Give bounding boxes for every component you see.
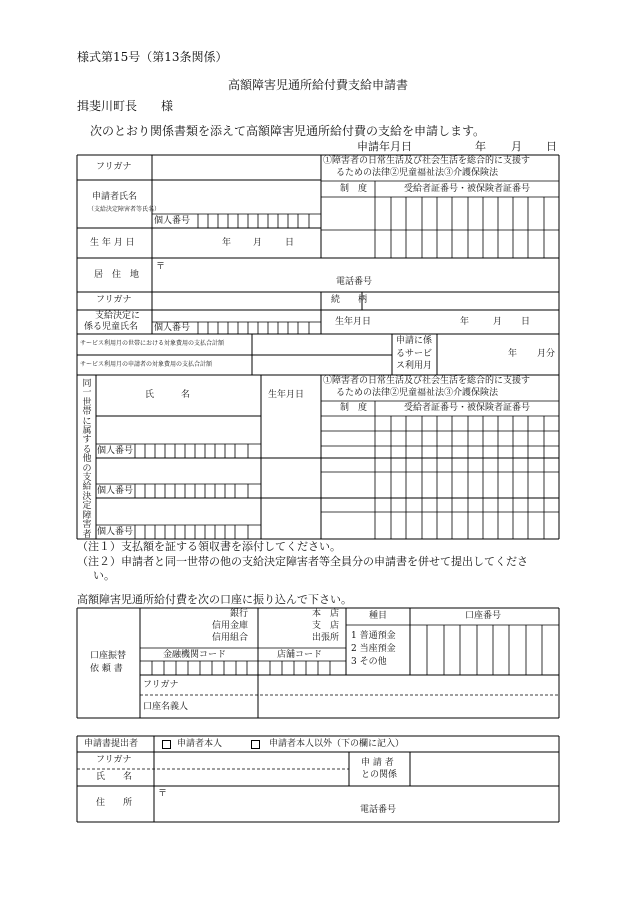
service-household-total-label: サービス利用月の世帯における対象費用の支払合計額 xyxy=(80,340,225,347)
address-postal-mark: 〒 xyxy=(156,262,166,272)
submitter-relation-2: との関係 xyxy=(361,770,398,780)
submitter-relation-1: 申 請 者 xyxy=(361,758,394,768)
account-type-2: 2 当座預金 xyxy=(351,644,396,654)
household-kojin-label-3: 個人番号 xyxy=(97,527,134,537)
submitter-furigana-label: フリガナ xyxy=(96,755,132,765)
address-label: 居 住 地 xyxy=(94,270,140,280)
applicant-birth-year: 年 xyxy=(222,238,232,248)
submitter-postal-mark: 〒 xyxy=(158,789,168,799)
child-relation-label: 続 柄 xyxy=(331,295,368,305)
account-type-1: 1 普通預金 xyxy=(351,631,396,641)
applicant-name-label: 申請者氏名 xyxy=(92,192,138,202)
account-type-header: 種目 xyxy=(369,611,388,621)
applicant-birth-month: 月 xyxy=(253,238,263,248)
applicant-kojin-label: 個人番号 xyxy=(154,216,191,226)
household-birth-header: 生年月日 xyxy=(268,390,305,400)
submitter-name-label: 氏 名 xyxy=(96,772,133,782)
submitter-other-checkbox[interactable] xyxy=(251,740,260,749)
bank-type-shinkin: 信用金庫 xyxy=(212,621,249,631)
kinyu-code-label: 金融機関コード xyxy=(163,650,227,660)
applicant-seido-header: 制 度 xyxy=(340,184,368,194)
bank-furigana-label: フリガナ xyxy=(143,680,179,690)
service-applicant-total-label: サービス利用月の申請者の対象費用の支払合計額 xyxy=(80,361,213,368)
note-1: （注１）支払額を証する領収書を添付してください。 xyxy=(77,540,341,553)
note-2a: （注２）申請者と同一世帯の他の支給決定障害者等全員分の申請書を併せて提出してくださ xyxy=(77,555,528,568)
household-kojin-label-1: 個人番号 xyxy=(97,446,134,456)
date-day: 日 xyxy=(546,140,557,153)
submitter-other-label: 申請者本人以外（下の欄に記入） xyxy=(269,739,405,749)
service-month-label-3: ス利用月 xyxy=(396,361,433,371)
branch-type-sub: 出張所 xyxy=(312,633,340,643)
child-kojin-label: 個人番号 xyxy=(154,323,191,333)
child-label-1: 支給決定に xyxy=(95,311,141,321)
date-month: 月 xyxy=(511,140,522,153)
household-law-text-1: ①障害者の日常生活及び社会生活を総合的に支援す xyxy=(323,376,531,386)
applicant-name-sub: （支給決定障害者等氏名） xyxy=(88,206,161,213)
child-birth-label: 生年月日 xyxy=(335,317,372,327)
bank-side-label-1: 口座振替 xyxy=(90,651,127,661)
child-label-2: 係る児童氏名 xyxy=(84,322,139,332)
intro-text: 次のとおり関係書類を添えて高額障害児通所給付費の支給を申請します。 xyxy=(90,124,486,138)
service-month-label-1: 申請に係 xyxy=(396,336,433,346)
bank-heading: 高額障害児通所給付費を次の口座に振り込んで下さい。 xyxy=(77,593,352,606)
applicant-jukyusha-header: 受給者証番号・被保険者証番号 xyxy=(404,184,531,194)
household-kojin-label-2: 個人番号 xyxy=(97,486,134,496)
service-year: 年 xyxy=(508,349,518,359)
child-furigana-label: フリガナ xyxy=(96,295,132,305)
household-law-text-2: るための法律②児童福祉法③介護保険法 xyxy=(336,388,499,398)
branch-type-branch: 支 店 xyxy=(312,621,340,631)
submitter-self-label: 申請者本人 xyxy=(177,739,223,749)
bank-type-bank: 銀行 xyxy=(230,609,249,619)
applicant-furigana-label: フリガナ xyxy=(96,162,132,172)
child-birth-year: 年 xyxy=(460,317,470,327)
submitter-address-label: 住 所 xyxy=(96,798,133,808)
household-jukyusha-header: 受給者証番号・被保険者証番号 xyxy=(404,403,531,413)
branch-type-main: 本 店 xyxy=(312,609,340,619)
service-month-label-2: るサービ xyxy=(396,349,433,359)
applicant-birth-label: 生 年 月 日 xyxy=(90,238,135,248)
household-vertical-label: 同 一 世 帯 に 属 す る 他 の 支 給 決 定 障 害 者 xyxy=(82,379,92,540)
account-holder-label: 口座名義人 xyxy=(143,702,189,712)
tenpo-code-label: 店舗コード xyxy=(277,650,323,660)
applicant-birth-day: 日 xyxy=(285,238,295,248)
submitter-label: 申請書提出者 xyxy=(84,739,139,749)
note-2b: い。 xyxy=(93,569,115,582)
form-title: 高額障害児通所給付費支給申請書 xyxy=(228,78,409,92)
submitter-phone-label: 電話番号 xyxy=(360,805,397,815)
account-number-header: 口座番号 xyxy=(465,611,502,621)
account-type-3: 3 その他 xyxy=(351,657,387,667)
household-name-header: 氏 名 xyxy=(145,390,191,400)
phone-label: 電話番号 xyxy=(336,277,373,287)
applicant-law-text-2: るための法律②児童福祉法③介護保険法 xyxy=(336,168,499,178)
applicant-law-text-1: ①障害者の日常生活及び社会生活を総合的に支援す xyxy=(323,156,531,166)
form-number: 様式第15号（第13条関係） xyxy=(77,50,228,64)
child-birth-day: 日 xyxy=(521,317,531,327)
submitter-self-checkbox[interactable] xyxy=(162,740,171,749)
service-month: 月分 xyxy=(537,349,556,359)
date-year: 年 xyxy=(475,140,486,153)
application-date-label: 申請年月日 xyxy=(357,140,412,153)
household-seido-header: 制 度 xyxy=(340,403,368,413)
bank-side-label-2: 依 頼 書 xyxy=(90,664,123,674)
bank-type-shinkumi: 信用組合 xyxy=(212,633,249,643)
child-birth-month: 月 xyxy=(493,317,503,327)
addressee: 揖斐川町長 様 xyxy=(77,99,174,113)
